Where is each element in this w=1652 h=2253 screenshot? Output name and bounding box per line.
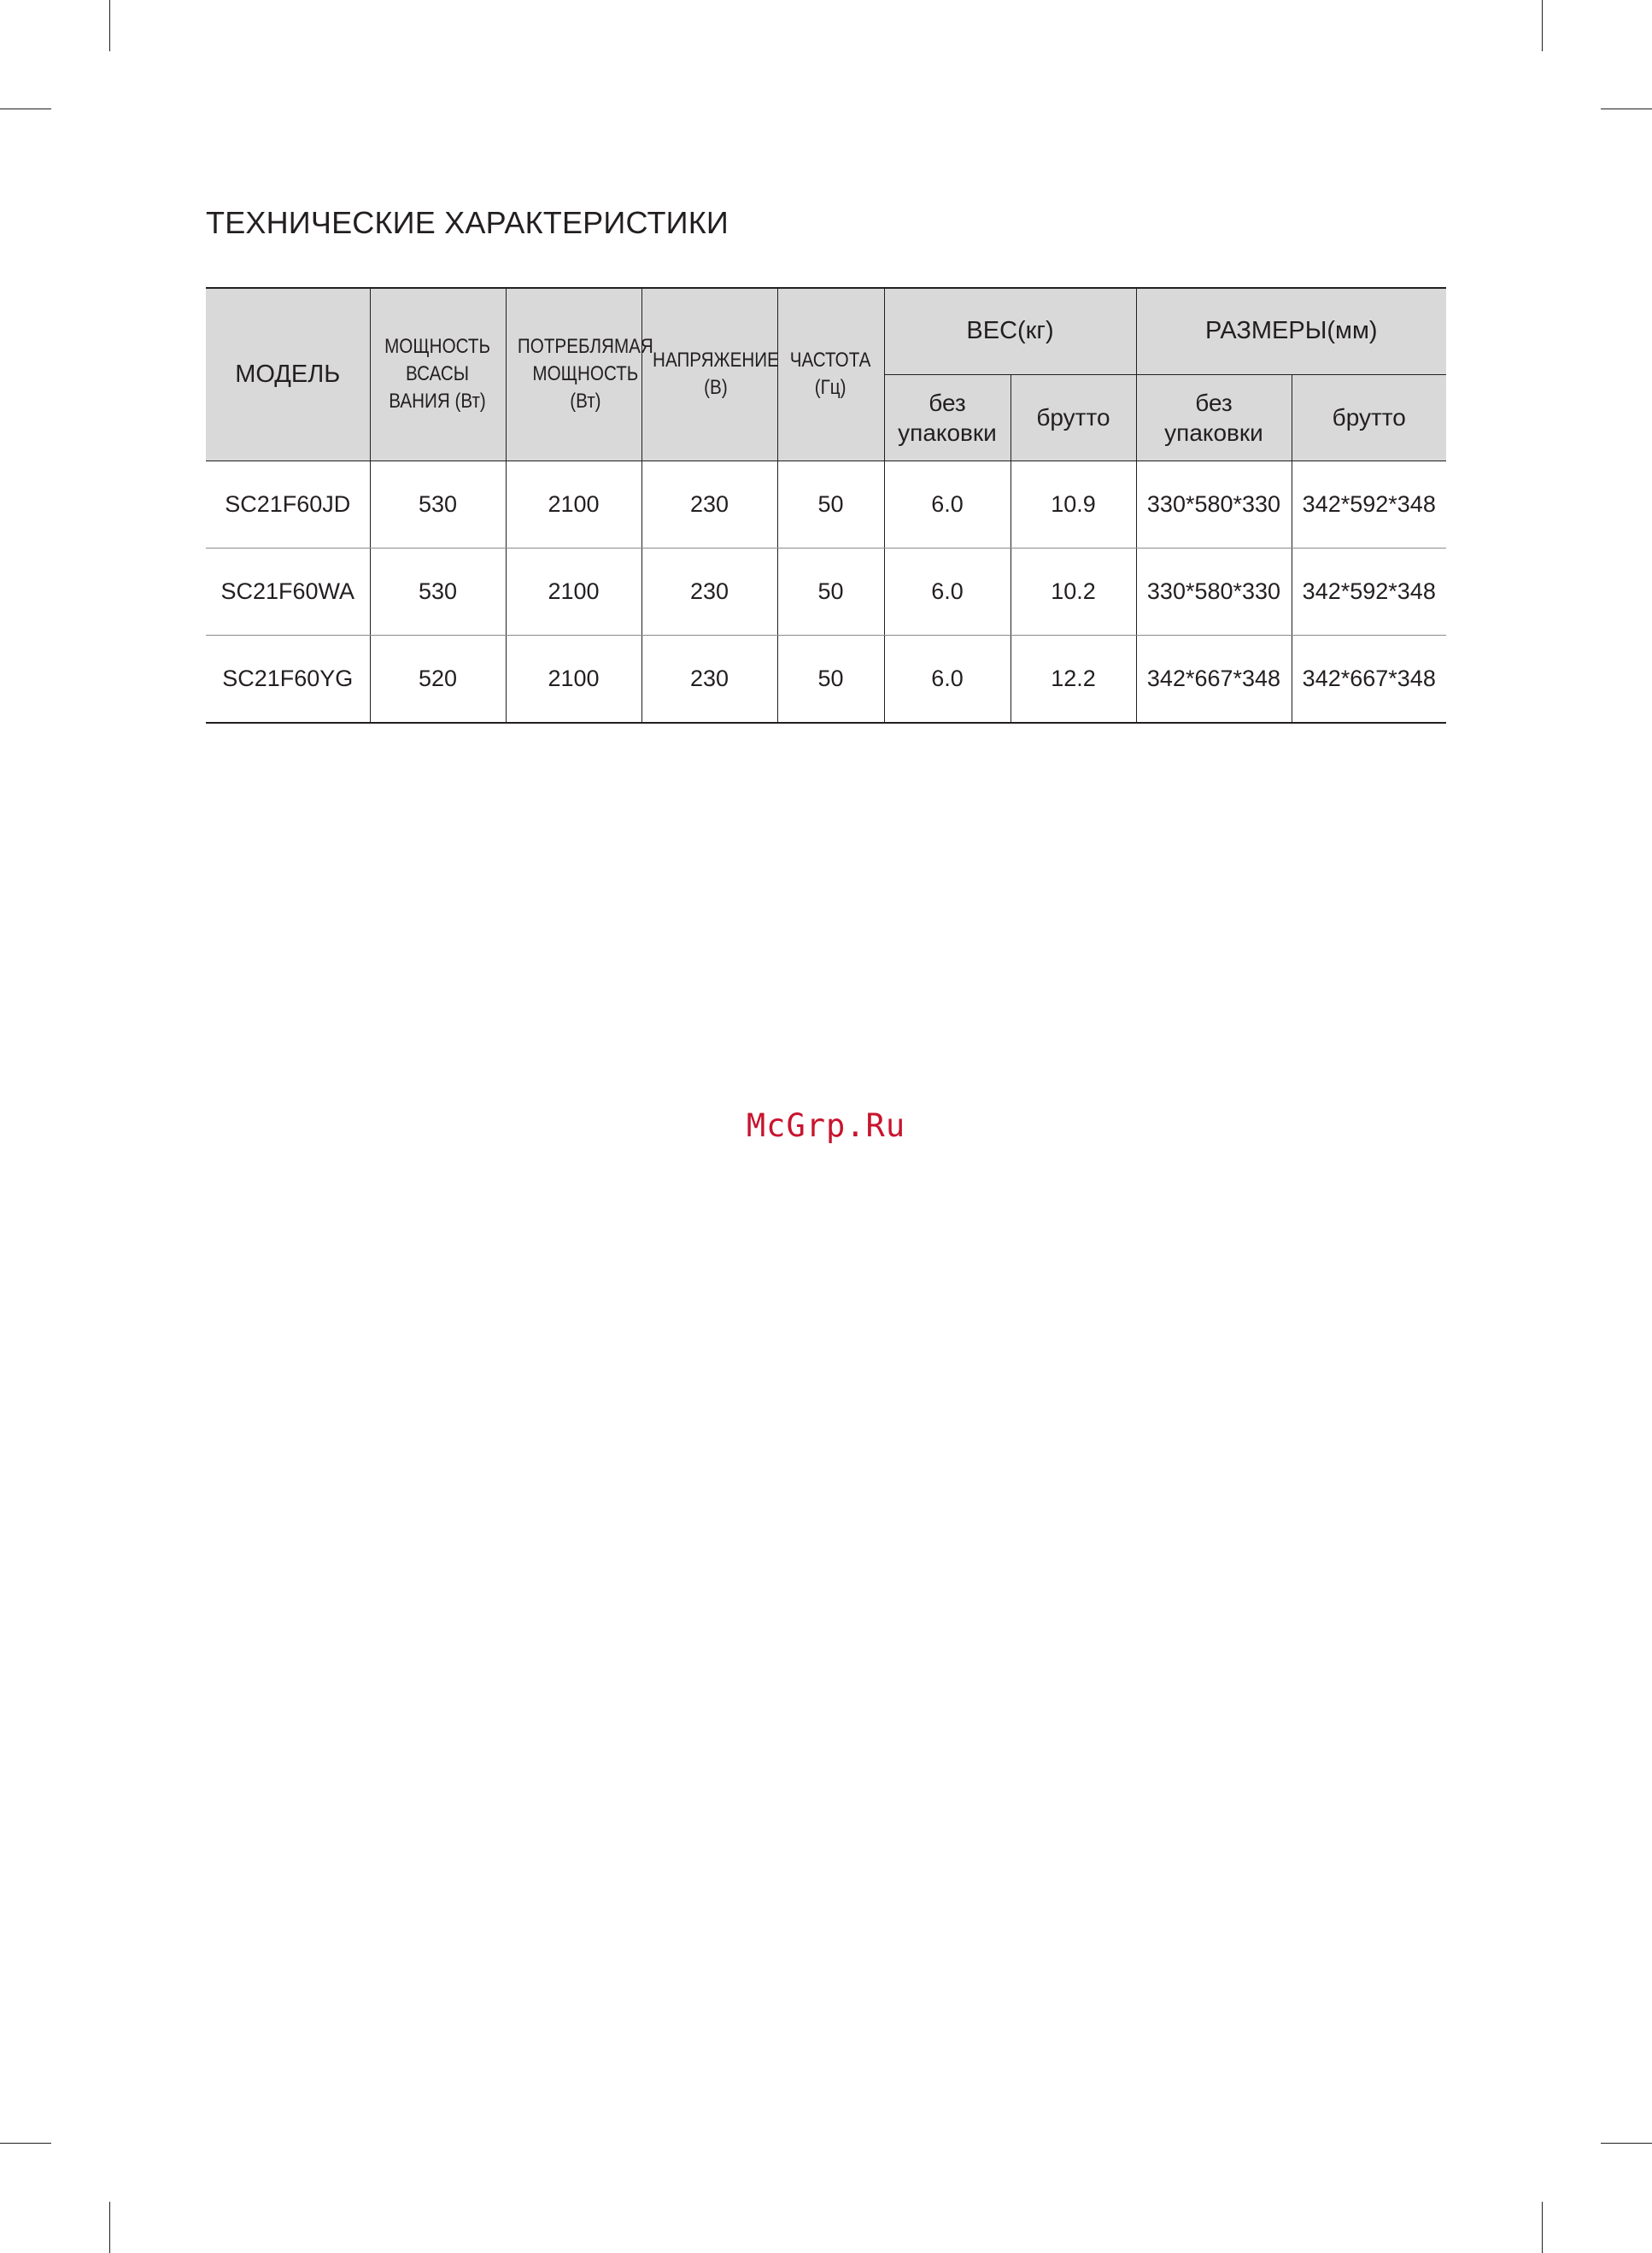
- cell-frequency: 50: [777, 548, 884, 635]
- cell-dimensions-gross: 342*592*348: [1292, 548, 1446, 635]
- header-model: МОДЕЛЬ: [206, 288, 370, 461]
- header-dimensions: РАЗМЕРЫ(мм): [1136, 288, 1446, 374]
- table-row: [206, 461, 1446, 548]
- header-dimensions-gross: брутто: [1292, 374, 1446, 461]
- crop-mark: [1542, 2202, 1543, 2253]
- cell-model: SC21F60JD: [206, 461, 370, 548]
- page-title: ТЕХНИЧЕСКИЕ ХАРАКТЕРИСТИКИ: [206, 205, 729, 240]
- header-weight-gross: брутто: [1011, 374, 1136, 461]
- cell-weight-gross: 10.2: [1011, 548, 1136, 635]
- cell-suction-power: 530: [370, 548, 506, 635]
- cell-weight-gross: 12.2: [1011, 635, 1136, 723]
- crop-mark: [1601, 2143, 1652, 2144]
- specifications-table: [206, 287, 1446, 724]
- cell-voltage: 230: [641, 548, 777, 635]
- header-voltage: НАПРЯЖЕНИЕ (В): [641, 288, 777, 461]
- cell-weight-net: 6.0: [884, 635, 1011, 723]
- header-suction-power: МОЩНОСТЬ ВСАСЫ ВАНИЯ (Вт): [370, 288, 506, 461]
- cell-weight-net: 6.0: [884, 548, 1011, 635]
- cell-weight-gross: 10.9: [1011, 461, 1136, 548]
- cell-power-consumption: 2100: [506, 635, 641, 723]
- cell-frequency: 50: [777, 635, 884, 723]
- cell-weight-net: 6.0: [884, 461, 1011, 548]
- cell-power-consumption: 2100: [506, 548, 641, 635]
- header-power-consumption: ПОТРЕБЛЯМАЯ МОЩНОСТЬ (Вт): [506, 288, 641, 461]
- cell-frequency: 50: [777, 461, 884, 548]
- cell-model: SC21F60YG: [206, 635, 370, 723]
- crop-mark: [1542, 0, 1543, 51]
- cell-power-consumption: 2100: [506, 461, 641, 548]
- cell-dimensions-net: 330*580*330: [1136, 461, 1292, 548]
- table-row: [206, 548, 1446, 635]
- cell-dimensions-gross: 342*667*348: [1292, 635, 1446, 723]
- cell-voltage: 230: [641, 635, 777, 723]
- cell-suction-power: 520: [370, 635, 506, 723]
- header-dimensions-net: без упаковки: [1136, 374, 1292, 461]
- cell-suction-power: 530: [370, 461, 506, 548]
- cell-dimensions-gross: 342*592*348: [1292, 461, 1446, 548]
- crop-mark: [109, 0, 110, 51]
- header-weight: ВЕС(кг): [884, 288, 1136, 374]
- header-weight-net: без упаковки: [884, 374, 1011, 461]
- table-row: [206, 635, 1446, 723]
- cell-dimensions-net: 330*580*330: [1136, 548, 1292, 635]
- watermark: McGrp.Ru: [746, 1107, 906, 1144]
- crop-mark: [109, 2202, 110, 2253]
- crop-mark: [0, 2143, 51, 2144]
- cell-model: SC21F60WA: [206, 548, 370, 635]
- cell-dimensions-net: 342*667*348: [1136, 635, 1292, 723]
- cell-voltage: 230: [641, 461, 777, 548]
- header-frequency: ЧАСТОТА (Гц): [777, 288, 884, 461]
